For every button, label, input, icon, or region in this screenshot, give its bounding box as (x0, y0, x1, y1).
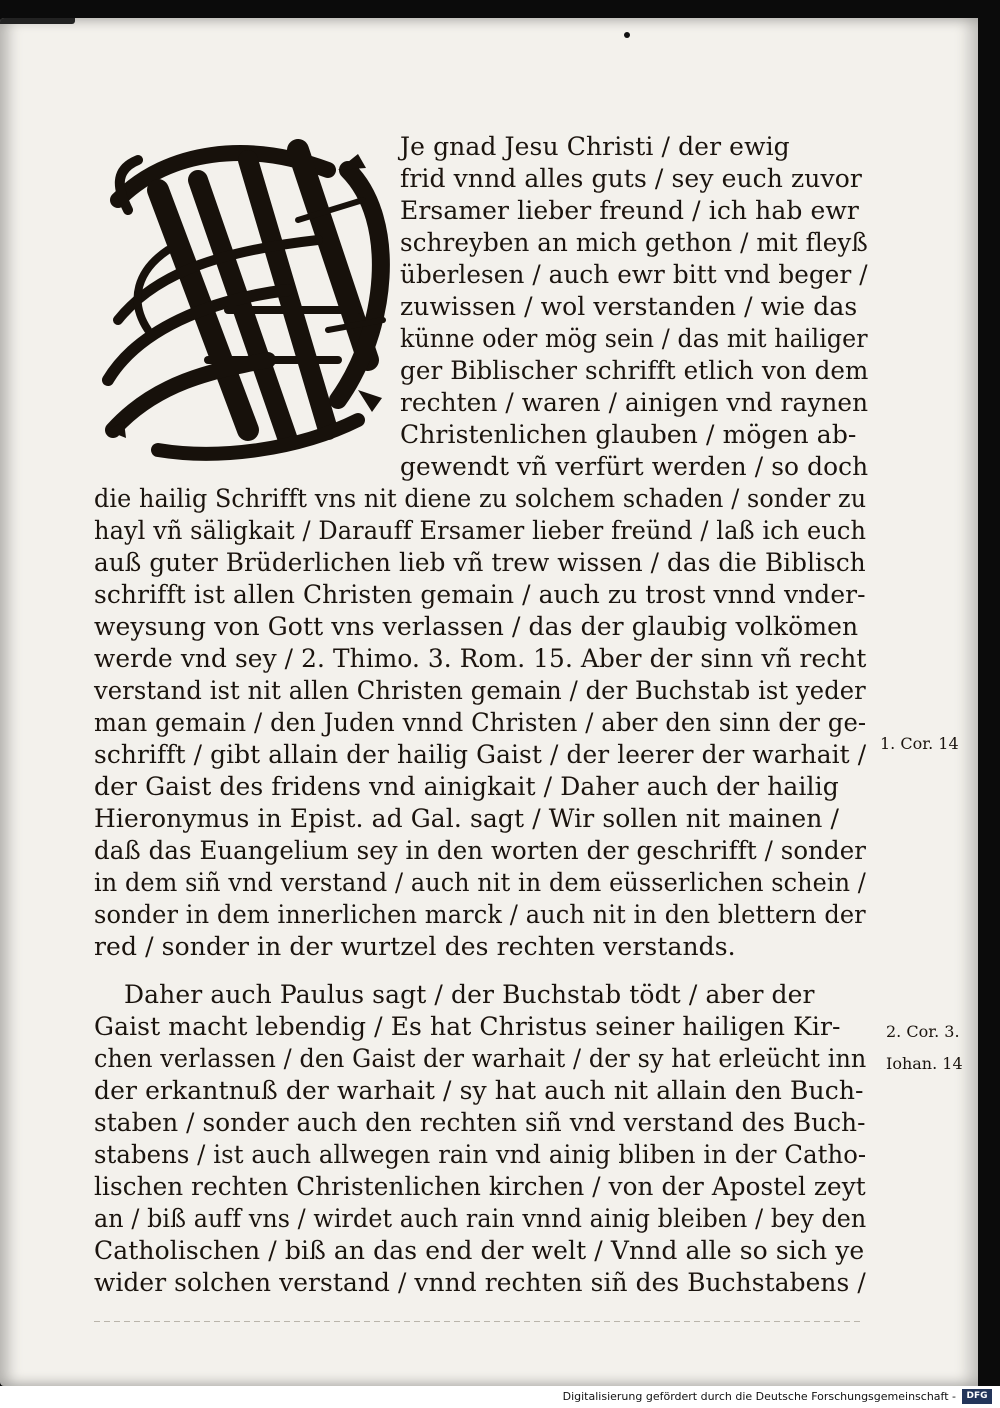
funding-notice: Digitalisierung gefördert durch die Deutsche Forschungsgemeinschaft - (562, 1390, 956, 1403)
text-line: Daher auch Paulus sagt / der Buchstab tödt / aber der (124, 980, 815, 1009)
dfg-logo: DFG (962, 1389, 992, 1404)
text-line: auß guter Brüderlichen lieb vñ trew wissen / das die Biblisch (94, 548, 866, 577)
text-line: Christenlichen glauben / mögen ab- (400, 420, 857, 449)
text-line: künne oder mög sein / das mit hailiger (400, 324, 868, 353)
text-line: der Gaist des fridens vnd ainigkait / Daher auch der hailig (94, 772, 839, 801)
text-line: werde vnd sey / 2. Thimo. 3. Rom. 15. Aber der sinn vñ recht (94, 644, 867, 673)
margin-note: 2. Cor. 3. (886, 1022, 960, 1041)
text-line: lischen rechten Christenlichen kirchen / von der Apostel zeyt (94, 1172, 866, 1201)
text-line: in dem siñ vnd verstand / auch nit in dem eüsserlichen schein / (94, 868, 866, 897)
margin-note: Iohan. 14 (886, 1054, 963, 1073)
text-line: man gemain / den Juden vnnd Christen / aber den sinn der ge- (94, 708, 867, 737)
margin-note: 1. Cor. 14 (880, 734, 959, 753)
scan-edge (0, 18, 75, 24)
text-line: hayl vñ säligkait / Darauff Ersamer lieber freünd / laß ich euch (94, 516, 867, 545)
text-line: frid vnnd alles guts / sey euch zuvor (400, 164, 862, 193)
text-line: schreyben an mich gethon / mit fleyß (400, 228, 868, 257)
text-line: zuwissen / wol verstanden / wie das (400, 292, 858, 321)
text-line: der erkantnuß der warhait / sy hat auch nit allain den Buch- (94, 1076, 864, 1105)
text-line: Gaist macht lebendig / Es hat Christus seiner hailigen Kir- (94, 1012, 841, 1041)
text-line: rechten / waren / ainigen vnd raynen (400, 388, 869, 417)
text-line: schrifft / gibt allain der hailig Gaist / der leerer der warhait / (94, 740, 867, 769)
text-line: weysung von Gott vns verlassen / das der glaubig volkömen (94, 612, 859, 641)
text-line: Ersamer lieber freund / ich hab ewr (400, 196, 859, 225)
page-bottom-ornament (94, 1321, 864, 1322)
text-line: verstand ist nit allen Christen gemain / der Buchstab ist yeder (94, 676, 866, 705)
text-line: red / sonder in der wurtzel des rechten verstands. (94, 932, 736, 961)
ink-dot (624, 32, 630, 38)
text-line: sonder in dem innerlichen marck / auch nit in den blettern der (94, 900, 866, 929)
text-line: an / biß auff vns / wirdet auch rain vnnd ainig bleiben / bey den (94, 1204, 867, 1233)
text-line: Hieronymus in Epist. ad Gal. sagt / Wir sollen nit mainen / (94, 804, 840, 833)
text-line: überlesen / auch ewr bitt vnd beger / (400, 260, 868, 289)
footer-bar (0, 1386, 1000, 1408)
text-line: ger Biblischer schrifft etlich von dem (400, 356, 869, 385)
text-line: Je gnad Jesu Christi / der ewig (400, 132, 790, 161)
text-line: die hailig Schrifft vns nit diene zu solchem schaden / sonder zu (94, 484, 867, 513)
text-line: stabens / ist auch allwegen rain vnd ainig bliben in der Catho- (94, 1140, 867, 1169)
scanned-page (0, 18, 978, 1386)
text-line: Catholischen / biß an das end der welt / Vnnd alle so sich ye (94, 1236, 865, 1265)
text-line: chen verlassen / den Gaist der warhait / der sy hat erleücht inn (94, 1044, 867, 1073)
text-line: daß das Euangelium sey in den worten der geschrifft / sonder (94, 836, 867, 865)
text-line: gewendt vñ verfürt werden / so doch (400, 452, 869, 481)
text-line: schrifft ist allen Christen gemain / auch zu trost vnnd vnder- (94, 580, 866, 609)
text-line: wider solchen verstand / vnnd rechten siñ des Buchstabens / (94, 1268, 866, 1297)
text-line: staben / sonder auch den rechten siñ vnd verstand des Buch- (94, 1108, 866, 1137)
